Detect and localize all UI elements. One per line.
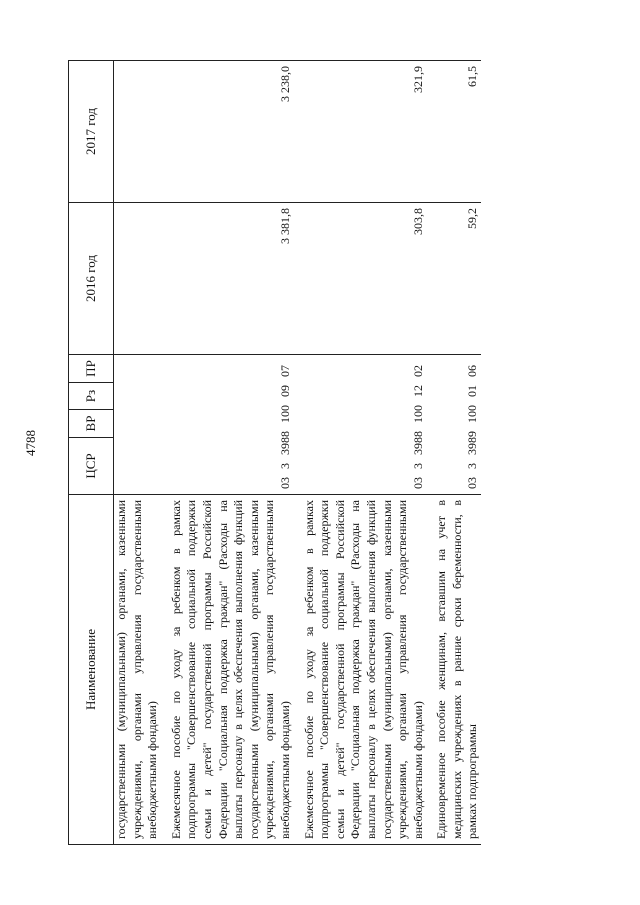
row-name: Ежемесячное пособие по уходу за ребенком в рамках подпрограммы "Совершенствование социальной поддержки семьи и детей" государственной программы Российской Федерации "Социальная поддержка граждан" (Расходы на выплаты персоналу в целях обеспечения выполнения функций государственными (муниципальными) органами, казенными учреждениями, органами управления государственными внебюджетными фондами) <box>294 495 427 845</box>
table-row <box>426 61 481 845</box>
row-value-2017: 321,9 <box>294 61 427 203</box>
row-value-2016 <box>114 203 161 355</box>
row-value-2016: 59,2 <box>426 203 481 355</box>
row-value-2017: 61,5 <box>426 61 481 203</box>
row-value-2017: 3 238,0 <box>161 61 294 203</box>
row-codes: 03 3 3988 100 12 02 <box>294 355 427 495</box>
table-row <box>294 61 427 845</box>
row-value-2016: 303,8 <box>294 203 427 355</box>
header-name: Наименование <box>69 495 114 845</box>
row-value-2017 <box>114 61 161 203</box>
row-name: Ежемесячное пособие по уходу за ребенком в рамках подпрограммы "Совершенствование социальной поддержки семьи и детей" государственной программы Российской Федерации "Социальная поддержка граждан" (Расходы на выплаты персоналу в целях обеспечения выполнения функций государственными (муниципальными) органами, казенными учреждениями, органами управления государственными внебюджетными фондами) <box>161 495 294 845</box>
header-vr: ВР <box>69 410 114 438</box>
table-row <box>161 61 294 845</box>
budget-table <box>68 60 481 845</box>
page-number: 4788 <box>23 430 38 456</box>
header-csr: ЦСР <box>69 438 114 495</box>
header-row <box>69 61 114 845</box>
row-codes <box>114 355 161 495</box>
header-2017: 2017 год <box>69 61 114 203</box>
rotated-table-container <box>68 61 584 845</box>
row-name: Единовременное пособие женщинам, вставшим на учет в медицинских учреждениях в ранние сроки беременности, в рамках подпрограммы <box>426 495 481 845</box>
header-rz: Рз <box>69 383 114 410</box>
header-2016: 2016 год <box>69 203 114 355</box>
table-row <box>114 61 161 845</box>
row-name: государственными (муниципальными) органами, казенными учреждениями, органами управления государственными внебюджетными фондами) <box>114 495 161 845</box>
header-pr: ПР <box>69 355 114 383</box>
row-codes: 03 3 3989 100 01 06 <box>426 355 481 495</box>
row-value-2016: 3 381,8 <box>161 203 294 355</box>
row-codes: 03 3 3988 100 09 07 <box>161 355 294 495</box>
